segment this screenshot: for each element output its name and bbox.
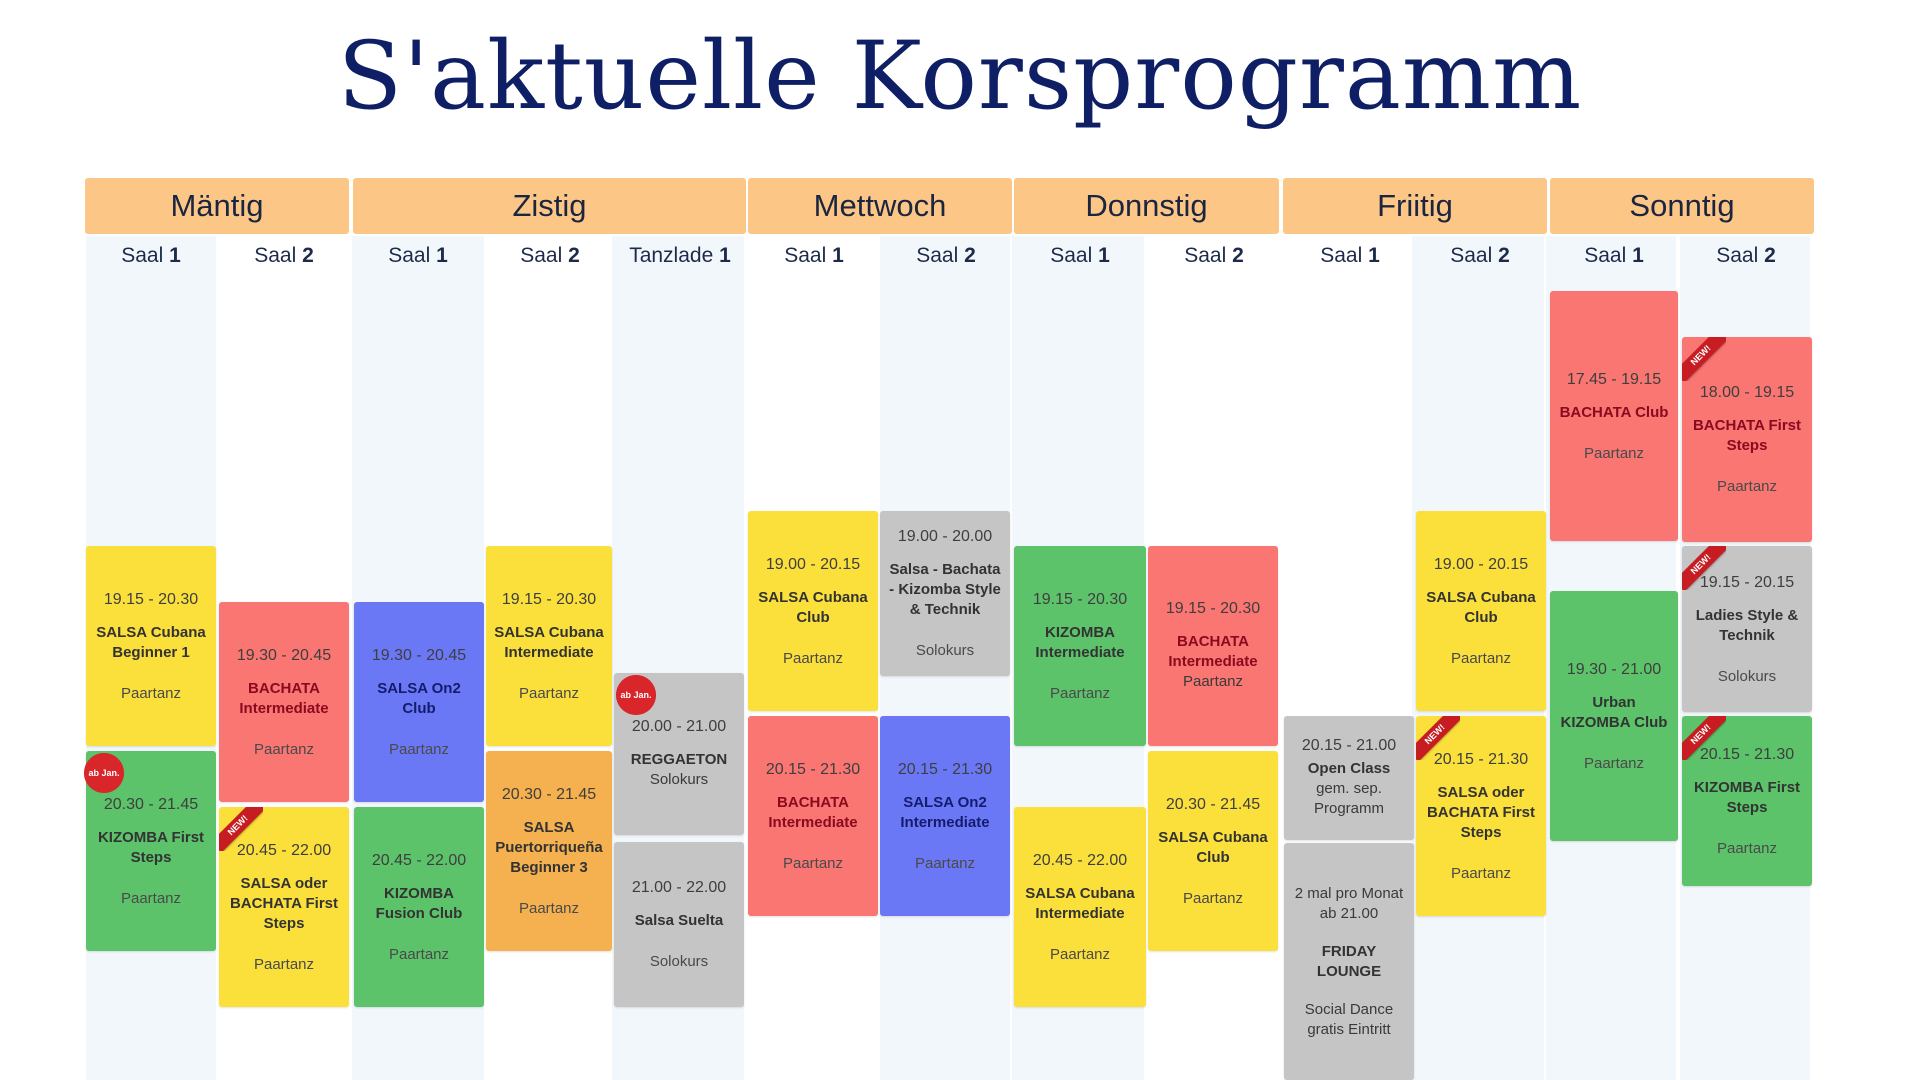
class-card[interactable]	[880, 716, 1010, 916]
class-card[interactable]	[354, 602, 484, 802]
class-time: 19.30 - 20.45	[236, 646, 332, 664]
class-name: KIZOMBA First Steps	[97, 828, 205, 866]
class-type: Paartanz	[1049, 684, 1111, 702]
class-type: Paartanz	[782, 649, 844, 667]
day-header-mittwoch: Mettwoch	[748, 178, 1012, 234]
class-name: Open Class	[1307, 760, 1391, 777]
class-note: gem. sep. Programm	[1313, 780, 1384, 817]
class-time: 19.30 - 20.45	[371, 646, 467, 664]
class-time: 19.15 - 20.30	[1032, 590, 1128, 608]
new-badge: NEW!	[1682, 546, 1726, 590]
class-card[interactable]	[86, 546, 216, 746]
class-name: KIZOMBA First Steps	[1693, 778, 1801, 816]
class-name: SALSA Cubana Intermediate	[494, 623, 604, 661]
ab-jan-badge: ab Jan.	[84, 753, 124, 793]
class-type: Paartanz	[782, 854, 844, 872]
class-type: Solokurs	[649, 953, 709, 970]
class-card[interactable]	[1416, 511, 1546, 711]
class-time: 17.45 - 19.15	[1566, 370, 1662, 388]
room-header: Saal 1	[784, 244, 844, 267]
class-name: Salsa Suelta	[634, 912, 724, 929]
class-card[interactable]	[1014, 546, 1146, 746]
room-header: Saal 1	[1584, 244, 1644, 267]
room-header: Tanzlade 1	[629, 244, 731, 267]
class-name: BACHATA Intermediate	[768, 793, 858, 831]
class-card[interactable]	[880, 511, 1010, 676]
class-time: 20.15 - 21.30	[1699, 745, 1795, 763]
class-card[interactable]	[614, 673, 744, 835]
class-time: 20.15 - 21.00	[1301, 737, 1397, 754]
class-type: Paartanz	[1450, 864, 1512, 882]
class-name: Salsa - Bachata - Kizomba Style & Technik	[889, 561, 1001, 618]
class-name: SALSA oder BACHATA First Steps	[1426, 783, 1536, 841]
class-card[interactable]	[614, 842, 744, 1007]
room-header: Saal 2	[1184, 244, 1244, 267]
room-header: Saal 2	[520, 244, 580, 267]
new-badge: NEW!	[219, 807, 263, 851]
class-time: 20.30 - 21.45	[103, 795, 199, 813]
class-type: Paartanz	[1716, 839, 1778, 857]
class-card[interactable]	[1284, 716, 1414, 840]
class-card[interactable]	[748, 716, 878, 916]
class-name: SALSA Cubana Club	[758, 588, 868, 626]
class-card[interactable]	[1682, 716, 1812, 886]
class-type: Paartanz	[388, 945, 450, 963]
class-name: REGGAETON	[630, 751, 728, 768]
room-header: Saal 1	[121, 244, 181, 267]
class-card[interactable]	[1550, 591, 1678, 841]
class-card[interactable]	[748, 511, 878, 711]
class-name: BACHATA Intermediate	[1168, 633, 1258, 670]
class-type: Paartanz	[388, 740, 450, 758]
class-type: Paartanz	[914, 854, 976, 872]
room-header: Saal 1	[1050, 244, 1110, 267]
class-type: Paartanz	[120, 684, 182, 702]
day-header-montag: Mäntig	[85, 178, 349, 234]
class-card[interactable]	[1416, 716, 1546, 916]
new-badge: NEW!	[1416, 716, 1460, 760]
new-badge: NEW!	[1682, 337, 1726, 381]
room-header: Saal 2	[1716, 244, 1776, 267]
class-type: Paartanz	[1049, 945, 1111, 963]
class-card[interactable]	[1148, 546, 1278, 746]
ab-jan-badge: ab Jan.	[616, 675, 656, 715]
class-time: 20.15 - 21.30	[765, 760, 861, 778]
class-time: 20.15 - 21.30	[1433, 750, 1529, 768]
class-name: BACHATA First Steps	[1692, 417, 1802, 454]
room-header: Saal 1	[388, 244, 448, 267]
class-card[interactable]	[219, 807, 349, 1007]
class-type: Paartanz	[253, 955, 315, 973]
class-name: SALSA oder BACHATA First Steps	[229, 874, 339, 932]
class-time: 19.30 - 21.00	[1566, 660, 1662, 678]
class-name: FRIDAY LOUNGE	[1316, 942, 1382, 980]
class-name: KIZOMBA Fusion Club	[375, 884, 463, 922]
class-card[interactable]	[1148, 751, 1278, 951]
class-time: 20.00 - 21.00	[631, 718, 727, 735]
class-time: 18.00 - 19.15	[1699, 384, 1795, 401]
class-type: Paartanz	[1450, 649, 1512, 667]
room-header: Saal 2	[916, 244, 976, 267]
class-type: Paartanz	[518, 684, 580, 702]
class-time: 19.15 - 20.30	[103, 590, 199, 608]
class-time: 20.15 - 21.30	[897, 760, 993, 778]
class-type: Paartanz	[1583, 444, 1645, 462]
new-badge: NEW!	[1682, 716, 1726, 760]
class-time: 20.45 - 22.00	[1032, 851, 1128, 869]
class-time: 20.30 - 21.45	[1165, 795, 1261, 813]
class-time: 20.45 - 22.00	[236, 841, 332, 859]
class-name: SALSA Puertorriqueña Beginner 3	[495, 818, 603, 876]
class-name: BACHATA Intermediate	[239, 679, 329, 717]
day-header-freitag: Friitig	[1283, 178, 1547, 234]
class-time: 19.00 - 20.00	[897, 528, 993, 545]
class-name: SALSA Cubana Club	[1158, 828, 1268, 866]
class-card[interactable]	[1682, 337, 1812, 542]
class-name: Urban KIZOMBA Club	[1560, 693, 1668, 731]
class-card[interactable]	[219, 602, 349, 802]
room-header: Saal 2	[254, 244, 314, 267]
class-card[interactable]	[354, 807, 484, 1007]
class-time: 19.15 - 20.30	[501, 590, 597, 608]
class-time: 21.00 - 22.00	[631, 879, 727, 896]
class-type: Paartanz	[120, 889, 182, 907]
class-card[interactable]	[86, 751, 216, 951]
class-name: KIZOMBA Intermediate	[1035, 623, 1125, 661]
class-name: SALSA Cubana Beginner 1	[96, 623, 206, 661]
class-name: SALSA On2 Club	[377, 679, 461, 717]
class-type: Paartanz	[253, 740, 315, 758]
class-card[interactable]	[486, 751, 612, 951]
class-type: Paartanz	[518, 899, 580, 917]
class-name: BACHATA Club	[1559, 403, 1669, 421]
class-time: 19.15 - 20.30	[1165, 600, 1261, 617]
day-header-donnerstag: Donnstig	[1014, 178, 1279, 234]
class-name: Ladies Style & Technik	[1695, 606, 1799, 644]
room-header: Saal 1	[1320, 244, 1380, 267]
day-header-dienstag: Zistig	[353, 178, 746, 234]
class-card[interactable]	[1550, 291, 1678, 541]
class-time: 20.30 - 21.45	[501, 785, 597, 803]
class-name: SALSA On2 Intermediate	[900, 793, 990, 831]
class-type: Solokurs	[1717, 667, 1777, 685]
room-header: Saal 2	[1450, 244, 1510, 267]
class-card[interactable]	[1014, 807, 1146, 1007]
page-title: S'aktuelle Korsprogramm	[337, 22, 1583, 131]
class-type: Paartanz	[1182, 889, 1244, 907]
class-name: SALSA Cubana Intermediate	[1025, 884, 1135, 922]
class-type: Paartanz	[1583, 754, 1645, 772]
class-note: 2 mal pro Monat ab 21.00	[1294, 884, 1404, 922]
class-time: 19.00 - 20.15	[765, 555, 861, 573]
class-type: Solokurs	[649, 771, 709, 788]
class-card[interactable]	[1682, 546, 1812, 712]
class-time: 20.45 - 22.00	[371, 851, 467, 869]
day-header-sonntag: Sonntig	[1550, 178, 1814, 234]
class-type: Paartanz	[1716, 478, 1778, 495]
class-card[interactable]	[1284, 843, 1414, 1080]
class-note: Social Dance gratis Eintritt	[1304, 1000, 1394, 1038]
class-name: SALSA Cubana Club	[1426, 588, 1536, 626]
class-type: Solokurs	[915, 642, 975, 659]
class-time: 19.00 - 20.15	[1433, 555, 1529, 573]
class-type: Paartanz	[1182, 673, 1244, 690]
class-card[interactable]	[486, 546, 612, 746]
class-time: 19.15 - 20.15	[1699, 573, 1795, 591]
